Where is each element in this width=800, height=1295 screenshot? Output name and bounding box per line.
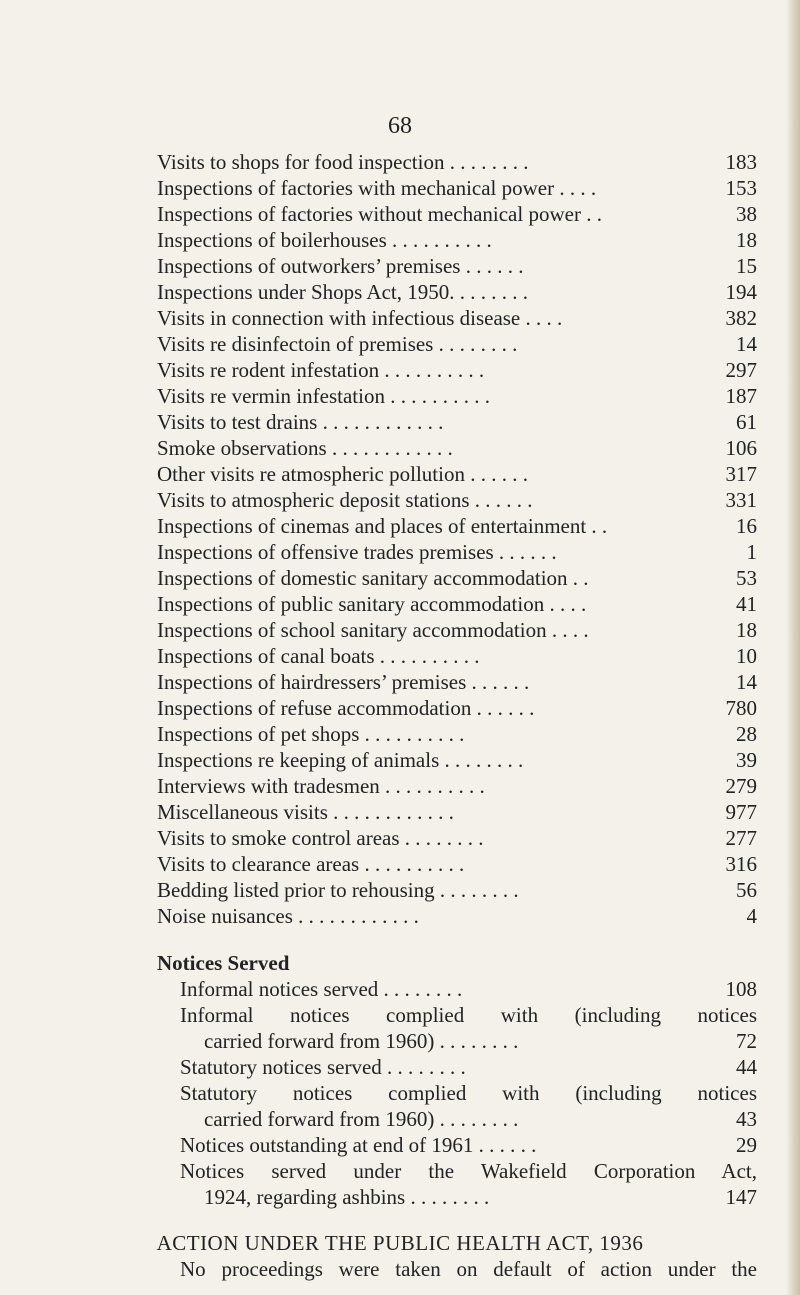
list-item-continued-line: Informal notices complied with (including notices bbox=[180, 1003, 757, 1027]
page-number: 68 bbox=[388, 113, 412, 139]
paragraph: No proceedings were taken on default of action under the bbox=[180, 1257, 757, 1281]
list-item-continued-line: Notices served under the Wakefield Corporation Act, bbox=[180, 1159, 757, 1183]
notices-heading: Notices Served bbox=[157, 951, 290, 975]
page-edge-shadow bbox=[786, 0, 800, 1295]
list-item-continued-line: Statutory notices complied with (including notices bbox=[180, 1081, 757, 1105]
section-heading: ACTION UNDER THE PUBLIC HEALTH ACT, 1936 bbox=[156, 1231, 644, 1255]
